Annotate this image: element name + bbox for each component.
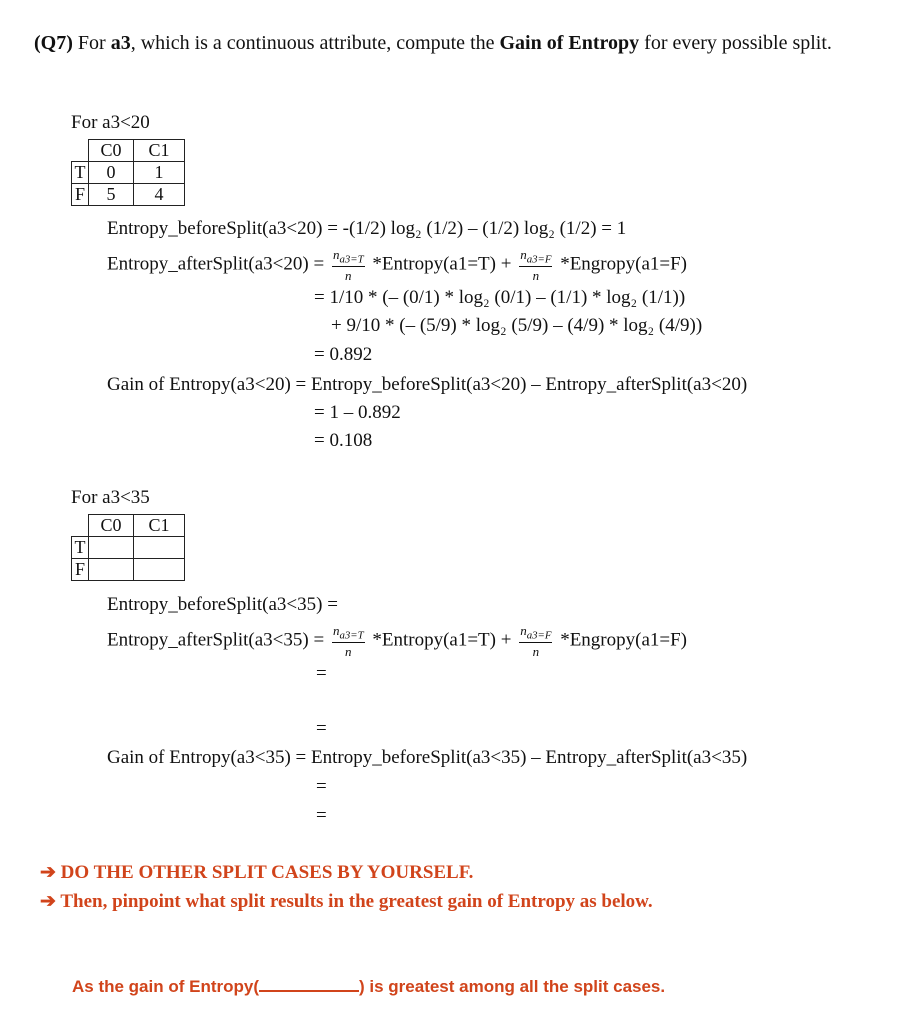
calc-line-2: + 9/10 * (– (5/9) * log₂ (5/9) – (4/9) * log₂ (4/9))	[331, 315, 703, 336]
instruction-line-1: ➔ DO THE OTHER SPLIT CASES BY YOURSELF.	[40, 862, 474, 883]
table-row: F	[72, 559, 185, 581]
fraction-nf-over-n: $\frac{n_{a3=F}}{n}$	[520, 247, 552, 284]
table-row: F 5 4	[72, 184, 185, 206]
contingency-table-a3-lt-35	[71, 514, 185, 581]
header-c0: C0	[89, 515, 134, 537]
blank-eq-1: =	[316, 663, 327, 684]
calc-line-3: = 0.892	[314, 344, 373, 365]
fraction-nt-over-n: $\frac{n_{a3=T}}{n}$	[332, 247, 364, 284]
entropy-after-split-35: Entropy_afterSplit(a3<35) = $\frac{n_{a3=T}}{n}$ *Entropy(a1=T) + $\frac{n_{a3=F}}{n}$ *Engropy(a1=F)	[107, 623, 688, 660]
section2-heading: For a3<35	[71, 487, 150, 508]
gain-line-35: Gain of Entropy(a3<35) = Entropy_beforeSplit(a3<35) – Entropy_afterSplit(a3<35)	[107, 747, 748, 768]
table-row: T 0 1	[72, 162, 185, 184]
arrow-icon: ➔	[40, 891, 56, 912]
calc-line-1: = 1/10 * (– (0/1) * log₂ (0/1) – (1/1) * log₂ (1/1))	[314, 287, 686, 308]
gain-calc-2: = 0.108	[314, 430, 373, 451]
blank-eq-2: =	[316, 718, 327, 739]
contingency-table-a3-lt-20	[71, 139, 185, 206]
section1-heading: For a3<20	[71, 112, 150, 133]
header-c1: C1	[134, 515, 185, 537]
arrow-icon: ➔	[40, 862, 56, 883]
fraction-nf-over-n: $\frac{n_{a3=F}}{n}$	[520, 623, 552, 660]
gain-line-20: Gain of Entropy(a3<20) = Entropy_beforeSplit(a3<20) – Entropy_afterSplit(a3<20)	[107, 374, 748, 395]
blank-eq-3: =	[316, 776, 327, 797]
entropy-after-split-20: Entropy_afterSplit(a3<20) = $\frac{n_{a3=T}}{n}$ *Entropy(a1=T) + $\frac{n_{a3=F}}{n}$ *Engropy(a1=F)	[107, 247, 688, 284]
answer-sentence: As the gain of Entropy( ) is greatest among all the split cases.	[72, 977, 666, 996]
question-title: (Q7) For a3, which is a continuous attribute, compute the Gain of Entropy for every possible split.	[34, 32, 832, 54]
header-c1: C1	[134, 140, 185, 162]
fraction-nt-over-n: $\frac{n_{a3=T}}{n}$	[332, 623, 364, 660]
header-c0: C0	[89, 140, 134, 162]
gain-calc-1: = 1 – 0.892	[314, 402, 401, 423]
answer-blank[interactable]	[259, 976, 359, 992]
entropy-before-split-35: Entropy_beforeSplit(a3<35) =	[107, 594, 338, 615]
table-row: T	[72, 537, 185, 559]
blank-eq-4: =	[316, 805, 327, 826]
entropy-before-split-20: Entropy_beforeSplit(a3<20) = -(1/2) log₂ (1/2) – (1/2) log₂ (1/2) = 1	[107, 218, 627, 239]
instruction-line-2: ➔ Then, pinpoint what split results in the greatest gain of Entropy as below.	[40, 891, 653, 912]
